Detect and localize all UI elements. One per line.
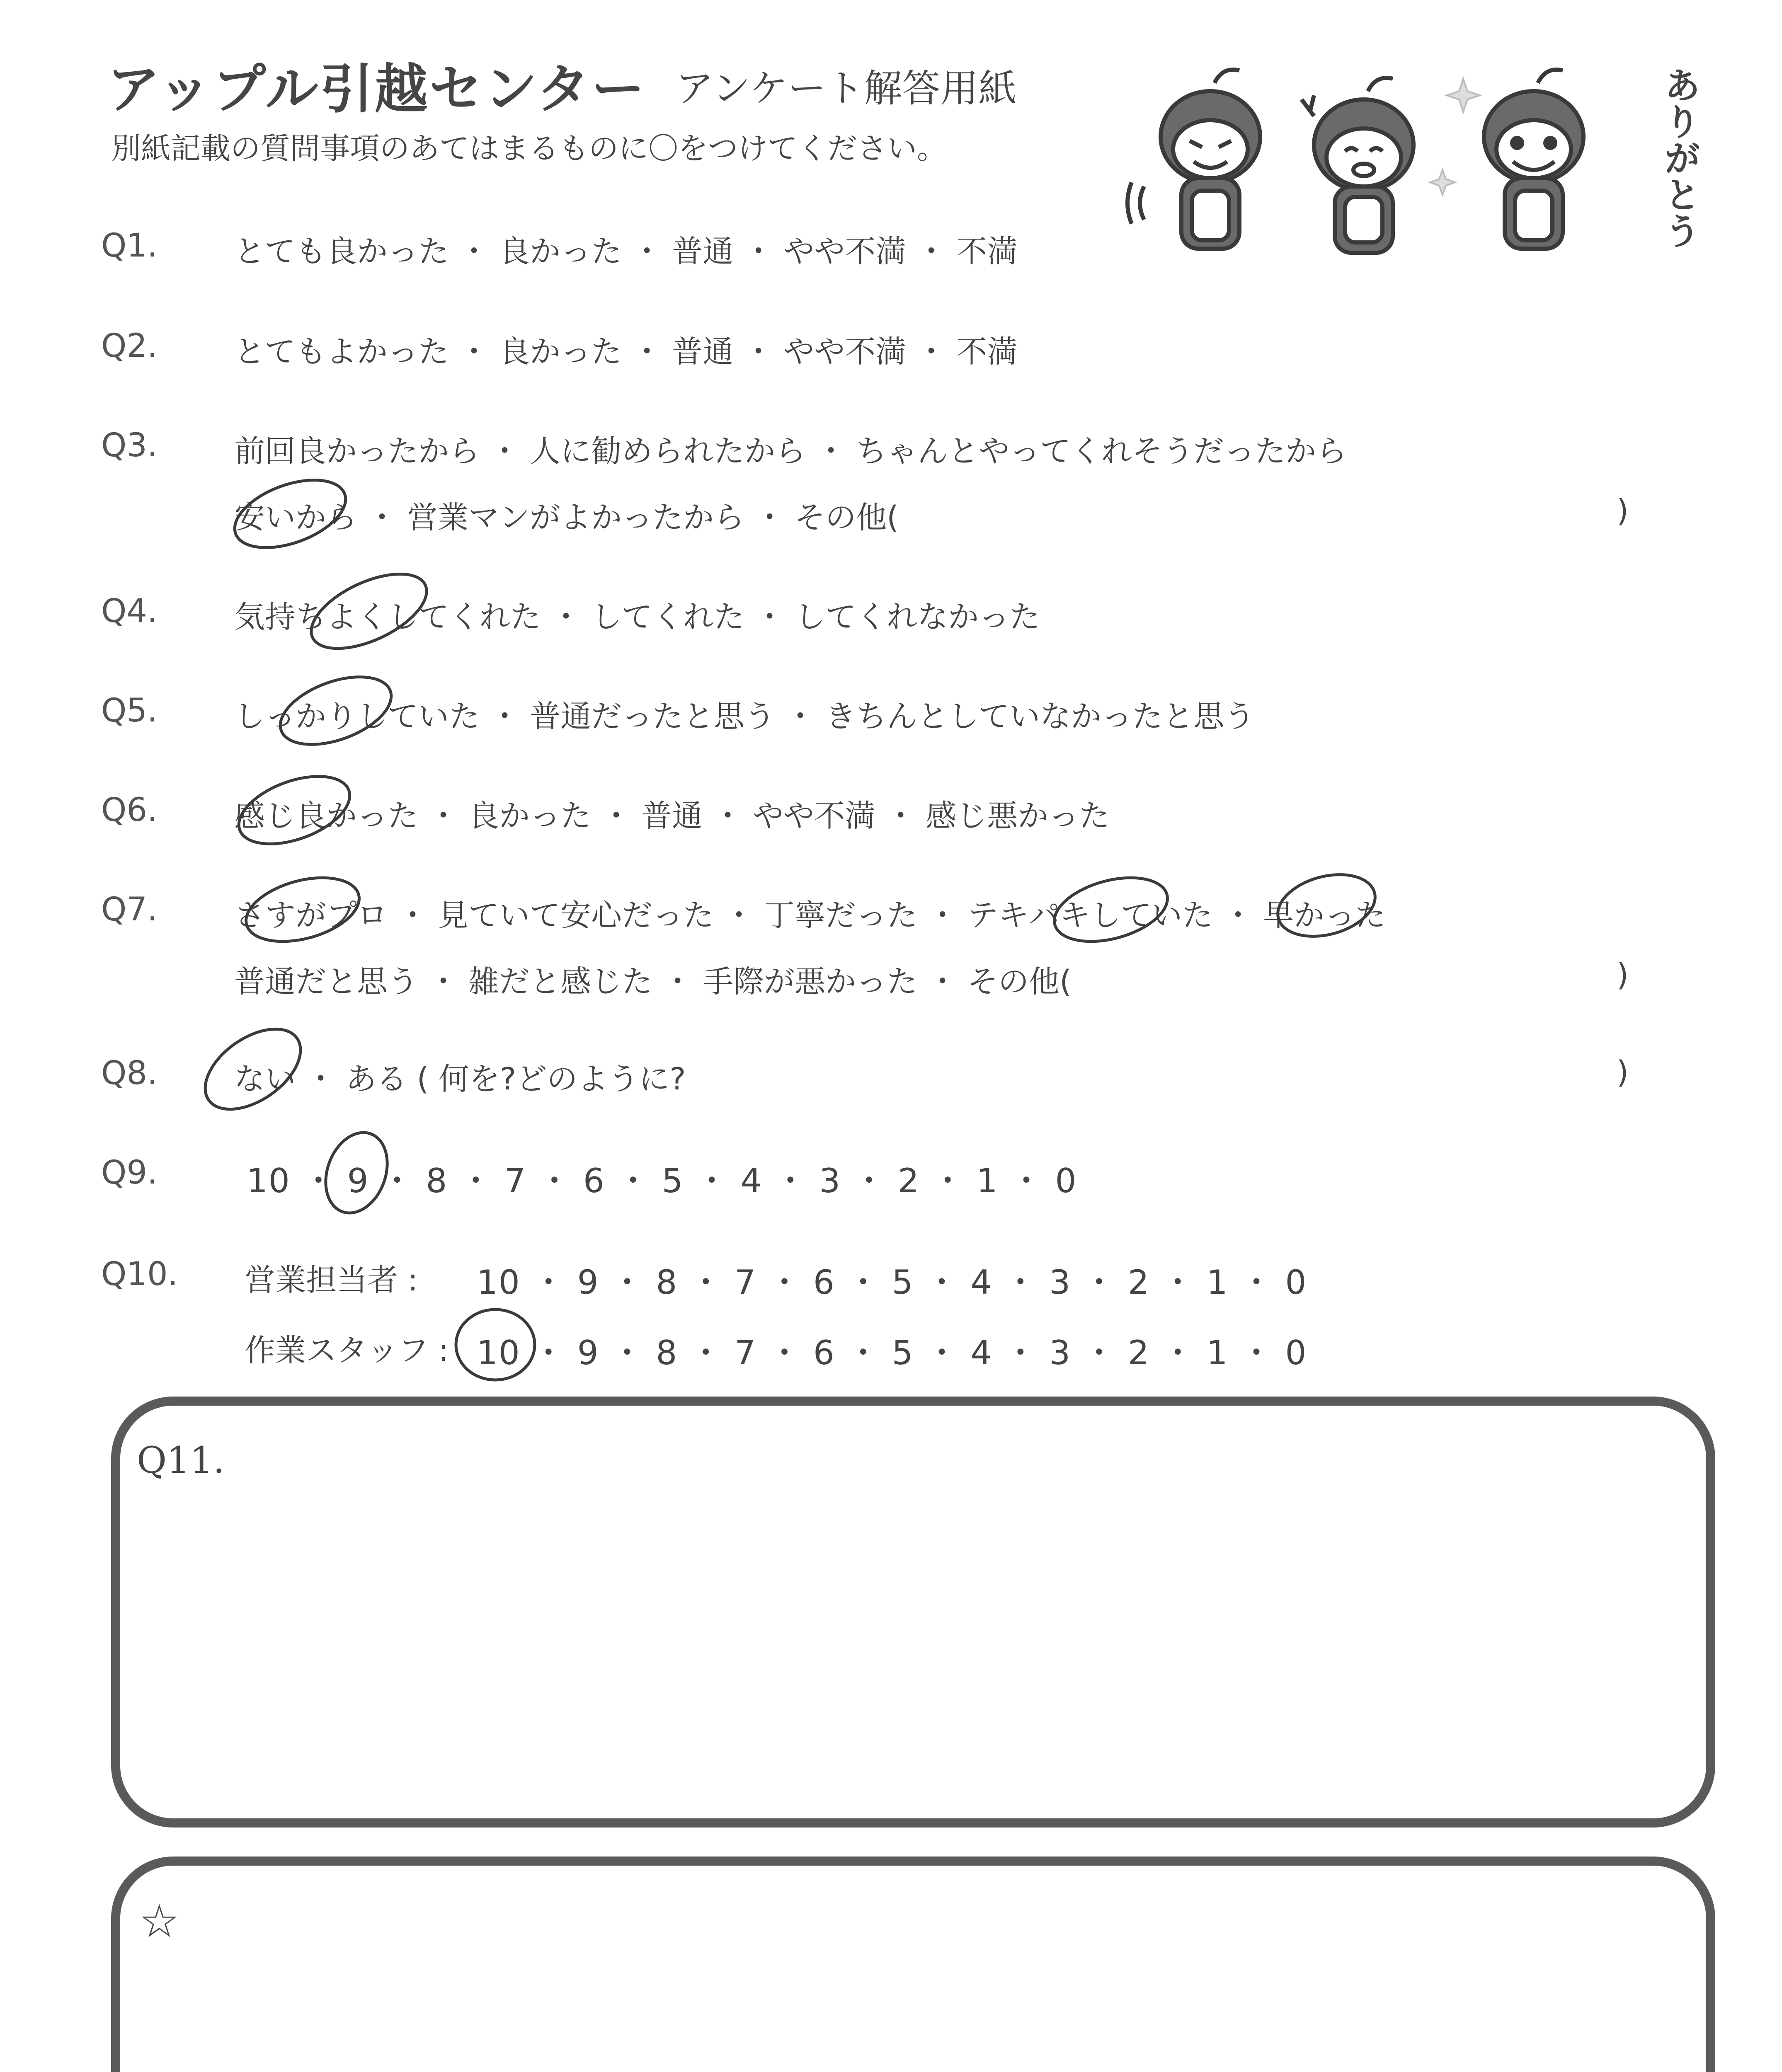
q4-label: Q4. [101,593,158,630]
q6-label: Q6. [101,792,158,829]
q2-label: Q2. [101,327,158,365]
form-subtitle: アンケート解答用紙 [676,66,1017,111]
q3-options-line1[interactable]: 前回良かったから ・ 人に勧められたから ・ ちゃんとやってくれそうだったから [234,433,1347,469]
q3-options-line2[interactable]: 安いから ・ 営業マンがよかったから ・ その他( [234,500,899,535]
q4-options[interactable]: 気持ちよくしてくれた ・ してくれた ・ してくれなかった [234,599,1040,635]
q10-staff-scale[interactable]: 10 ・ 9 ・ 8 ・ 7 ・ 6 ・ 5 ・ 4 ・ 3 ・ 2 ・ 1 ・ 0 [477,1334,1307,1372]
q1-label: Q1. [101,227,158,264]
form-title: アップル引越センター [107,58,646,120]
mascot-text: ありがとう [1658,66,1701,249]
instruction-text: 別紙記載の質問事項のあてはまるものに〇をつけてください。 [111,131,947,166]
mascot-monkey-icon [1484,70,1583,249]
q8-options[interactable]: ない ・ ある ( 何を?どのように? [234,1061,686,1097]
q3-close-paren: ) [1617,493,1629,529]
q9-label: Q9. [101,1154,158,1191]
q5-label: Q5. [101,692,158,729]
q3-label: Q3. [101,427,158,464]
q9-scale[interactable]: 10 ・ 9 ・ 8 ・ 7 ・ 6 ・ 5 ・ 4 ・ 3 ・ 2 ・ 1 ・ 0 [247,1162,1077,1200]
star-icon: ☆ [139,1895,180,1948]
q7-options-line2[interactable]: 普通だと思う ・ 雑だと感じた ・ 手際が悪かった ・ その他( [234,964,1072,1000]
q2-options[interactable]: とてもよかった ・ 良かった ・ 普通 ・ やや不満 ・ 不満 [234,334,1018,370]
star-comment-box[interactable] [111,1857,1715,2072]
q8-label: Q8. [101,1055,158,1092]
q6-options[interactable]: 感じ良かった ・ 良かった ・ 普通 ・ やや不満 ・ 感じ悪かった [234,798,1110,834]
q10-staff-label: 作業スタッフ : [245,1333,449,1368]
q7-label: Q7. [101,891,158,928]
q10-sales-scale[interactable]: 10 ・ 9 ・ 8 ・ 7 ・ 6 ・ 5 ・ 4 ・ 3 ・ 2 ・ 1 ・ 0 [477,1263,1307,1302]
mascot-monkey-icon [1302,78,1413,253]
q1-options[interactable]: とても良かった ・ 良かった ・ 普通 ・ やや不満 ・ 不満 [234,234,1018,269]
q11-comment-box[interactable] [111,1397,1715,1828]
q11-label: Q11. [137,1439,225,1481]
q7-close-paren: ) [1617,957,1629,993]
q7-options-line1[interactable]: さすがプロ ・ 見ていて安心だった ・ 丁寧だった ・ テキパキしていた ・ 早かった [234,898,1386,933]
q5-options[interactable]: しっかりしていた ・ 普通だったと思う ・ きちんとしていなかったと思う [234,699,1255,734]
q8-close-paren: ) [1617,1055,1629,1090]
mascot-monkey-icon [1127,70,1260,249]
mascot-illustration [1119,54,1679,269]
q10-label: Q10. [101,1256,178,1293]
q10-sales-label: 営業担当者 : [245,1262,418,1298]
